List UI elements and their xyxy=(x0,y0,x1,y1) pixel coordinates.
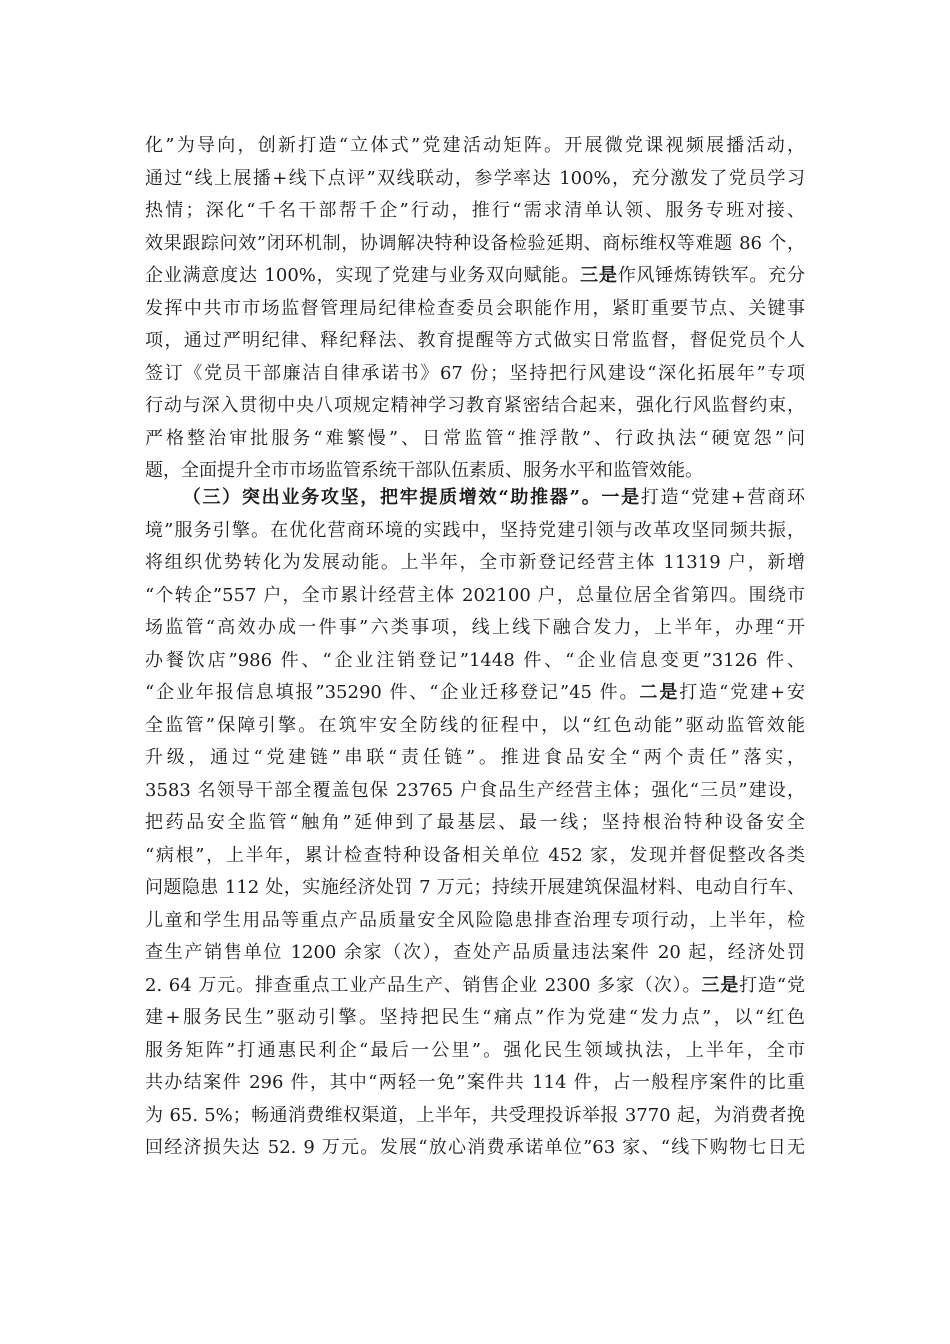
bold-text-run: 二是 xyxy=(639,682,680,703)
text-line xyxy=(145,260,805,293)
text-run: 行动与深入贯彻中央八项规定精神学习教育紧密结合起来，强化行风监督约束， xyxy=(145,395,805,416)
text-run: 服务矩阵”打通惠民利企“最后一公里”。强化民生领域执法，上半年，全市 xyxy=(145,1039,805,1061)
text-run: 3583 名领导干部全覆盖包保 23765 户食品生产经营主体；强化“三员”建设， xyxy=(145,779,805,801)
bold-text-run: 三是 xyxy=(580,265,618,286)
text-run: 签订《党员干部廉洁自律承诺书》67 份；坚持把行风建设“深化拓展年”专项 xyxy=(145,362,805,384)
text-run: 场监管“高效办成一件事”六类事项，线上线下融合发力，上半年，办理“开 xyxy=(145,617,805,638)
text-run: 建+服务民生”驱动引擎。坚持把民生“痛点”作为党建“发力点”，以“红色 xyxy=(145,1007,805,1028)
text-line xyxy=(145,195,805,228)
text-line xyxy=(145,325,805,358)
text-line xyxy=(145,580,805,613)
text-line xyxy=(145,872,805,905)
text-line xyxy=(145,1067,805,1100)
text-run: 题，全面提升全市市场监管系统干部队伍素质、服务水平和监管效能。 xyxy=(145,460,703,481)
text-run: 为 65. 5%；畅通消费维权渠道，上半年，共受理投诉举报 3770 起，为消费者挽 xyxy=(145,1104,805,1126)
text-line xyxy=(145,1132,805,1165)
text-line xyxy=(145,905,805,938)
text-run xyxy=(145,482,181,515)
text-line xyxy=(145,482,805,515)
paragraph-1 xyxy=(145,130,805,488)
text-run: 全监管”保障引擎。在筑牢安全防线的征程中，以“红色动能”驱动监管效能 xyxy=(145,714,805,736)
text-run: 2. 64 万元。排查重点工业产品生产、销售企业 2300 多家（次）。 xyxy=(145,974,702,996)
text-line xyxy=(145,840,805,873)
text-run: 打造“党 xyxy=(739,974,805,996)
text-line xyxy=(145,1100,805,1133)
text-line xyxy=(145,775,805,808)
paragraph-2 xyxy=(145,482,805,1165)
bold-text-run: 三是 xyxy=(701,974,740,996)
text-line xyxy=(145,163,805,196)
text-run: 把药品安全监管“触角”延伸到了最基层、最一线；坚持根治特种设备安全 xyxy=(145,812,805,833)
text-run: 打造“党建+营商环 xyxy=(640,487,805,508)
text-run: “病根”，上半年，累计检查特种设备相关单位 452 家，发现并督促整改各类 xyxy=(145,844,805,866)
text-run: “企业年报信息填报”35290 件、“企业迁移登记”45 件。 xyxy=(145,682,640,703)
text-line xyxy=(145,130,805,163)
text-run: 共办结案件 296 件，其中“两轻一免”案件共 114 件，占一般程序案件的比重 xyxy=(145,1072,805,1093)
text-run: 化”为导向，创新打造“立体式”党建活动矩阵。开展微党课视频展播活动， xyxy=(145,135,805,156)
text-line xyxy=(145,515,805,548)
text-run: 项，通过严明纪律、释纪释法、教育提醒等方式做实日常监督，督促党员个人 xyxy=(145,330,805,351)
text-run: 打造“党建+安 xyxy=(679,682,805,703)
text-run: 问题隐患 112 处，实施经济处罚 7 万元；持续开展建筑保温材料、电动自行车、 xyxy=(145,877,805,898)
bold-text-run: （三）突出业务攻坚，把牢提质增效“助推器”。一是 xyxy=(181,487,641,508)
text-run: 儿童和学生用品等重点产品质量安全风险隐患排查治理专项行动，上半年，检 xyxy=(145,909,805,931)
text-line xyxy=(145,612,805,645)
text-line xyxy=(145,742,805,775)
text-line xyxy=(145,547,805,580)
text-run: 发挥中共市市场监督管理局纪律检查委员会职能作用，紧盯重要节点、关键事 xyxy=(145,297,805,319)
text-line xyxy=(145,358,805,391)
text-run: 回经济损失达 52. 9 万元。发展“放心消费承诺单位”63 家、“线下购物七日无 xyxy=(145,1137,805,1158)
text-line xyxy=(145,937,805,970)
text-run: 效果跟踪问效”闭环机制，协调解决特种设备检验延期、商标维权等难题 86 个， xyxy=(145,232,805,254)
text-line xyxy=(145,423,805,456)
text-line xyxy=(145,677,805,710)
text-line xyxy=(145,390,805,423)
text-line xyxy=(145,1002,805,1035)
text-run: 办餐饮店”986 件、“企业注销登记”1448 件、“企业信息变更”3126 件、 xyxy=(145,649,805,671)
text-line xyxy=(145,1035,805,1068)
text-line xyxy=(145,228,805,261)
text-run: 热情；深化“千名干部帮千企”行动，推行“需求清单认领、服务专班对接、 xyxy=(145,200,805,221)
text-line xyxy=(145,293,805,326)
text-line xyxy=(145,807,805,840)
text-run: “个转企”557 户，全市累计经营主体 202100 户，总量位居全省第四。围绕市 xyxy=(145,584,805,606)
text-run: 查生产销售单位 1200 余家（次），查处产品质量违法案件 20 起，经济处罚 xyxy=(145,942,805,963)
text-run: 严格整治审批服务“难繁慢”、日常监管“推浮散”、行政执法“硬宽怨”问 xyxy=(145,427,805,449)
text-run: 境”服务引擎。在优化营商环境的实践中，坚持党建引领与改革攻坚同频共振， xyxy=(145,519,805,541)
text-run: 将组织优势转化为发展动能。上半年，全市新登记经营主体 11319 户，新增 xyxy=(145,552,805,573)
text-line xyxy=(145,710,805,743)
text-run: 作风锤炼铸铁军。充分 xyxy=(617,265,805,286)
text-run: 企业满意度达 100%，实现了党建与业务双向赋能。 xyxy=(145,265,581,286)
text-line xyxy=(145,970,805,1003)
text-run: 通过“线上展播+线下点评”双线联动，参学率达 100%，充分激发了党员学习 xyxy=(145,167,805,189)
text-line xyxy=(145,645,805,678)
text-run: 升级，通过“党建链”串联“责任链”。推进食品安全“两个责任”落实， xyxy=(145,747,805,768)
